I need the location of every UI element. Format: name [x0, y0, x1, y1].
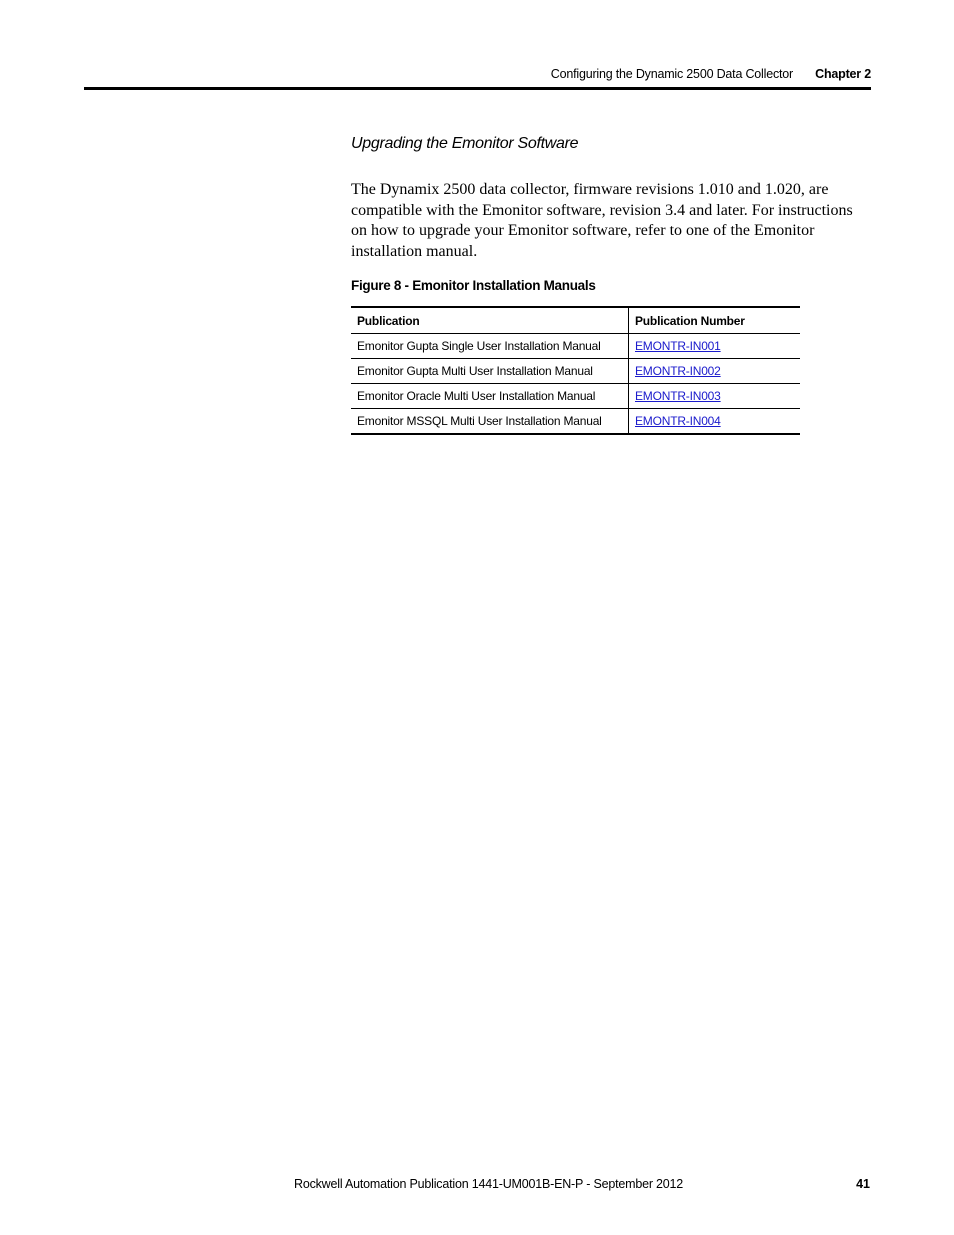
body-paragraph: The Dynamix 2500 data collector, firmware revisions 1.010 and 1.020, are compatible with the Emonitor software, revision 3.4 and later. For instructions on how to upgrade your Emonitor software, refer to one of the Emonitor installation manual.	[351, 181, 853, 260]
header-section-title: Configuring the Dynamic 2500 Data Collector	[550, 67, 793, 81]
publication-cell: Emonitor MSSQL Multi User Installation Manual	[351, 409, 629, 435]
publication-link[interactable]: EMONTR-IN001	[635, 339, 721, 353]
table-row	[351, 409, 800, 435]
publication-link[interactable]: EMONTR-IN002	[635, 364, 721, 378]
table-header-row	[351, 307, 800, 334]
table-row	[351, 384, 800, 409]
header-chapter-label: Chapter 2	[815, 67, 871, 81]
page-header	[84, 62, 871, 90]
section-heading: Upgrading the Emonitor Software	[351, 135, 579, 152]
publication-link[interactable]: EMONTR-IN003	[635, 389, 721, 403]
column-header-publication-number: Publication Number	[629, 307, 801, 334]
publication-link[interactable]: EMONTR-IN004	[635, 414, 721, 428]
column-header-publication: Publication	[351, 307, 629, 334]
publication-cell: Emonitor Oracle Multi User Installation Manual	[351, 384, 629, 409]
manuals-table	[351, 306, 800, 435]
footer-publication: Rockwell Automation Publication 1441-UM001B-EN-P - September 2012	[294, 1177, 684, 1191]
publication-cell: Emonitor Gupta Single User Installation Manual	[351, 334, 629, 359]
publication-number-cell	[629, 334, 801, 359]
table-row	[351, 359, 800, 384]
publication-number-cell	[629, 409, 801, 435]
table-row	[351, 334, 800, 359]
figure-caption: Figure 8 - Emonitor Installation Manuals	[351, 278, 596, 293]
publication-cell: Emonitor Gupta Multi User Installation Manual	[351, 359, 629, 384]
page-number: 41	[856, 1177, 870, 1191]
publication-number-cell	[629, 359, 801, 384]
publication-number-cell	[629, 384, 801, 409]
